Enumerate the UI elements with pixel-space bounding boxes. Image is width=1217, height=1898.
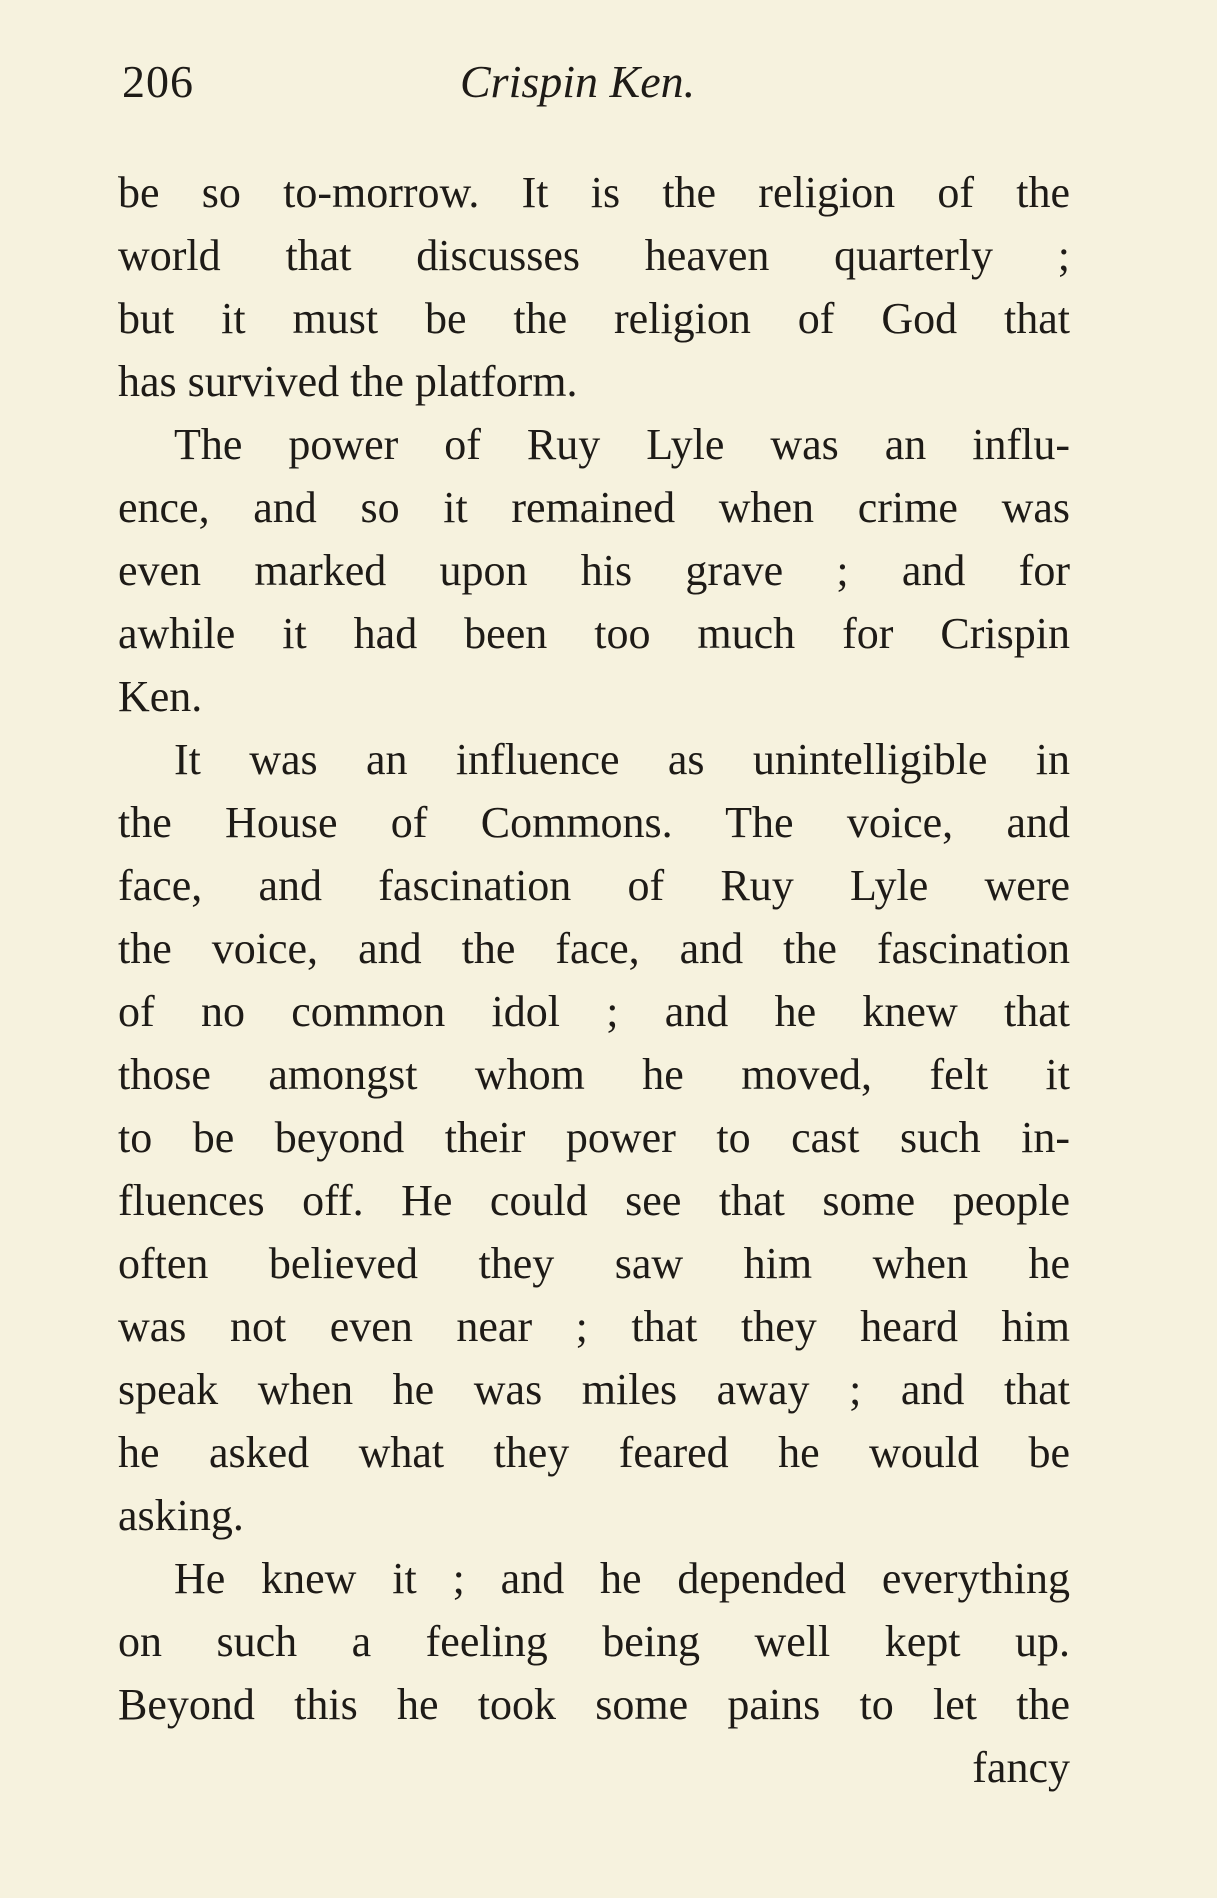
text-line: but it must be the religion of God that xyxy=(118,294,1070,343)
text-line: of no common idol ; and he knew that xyxy=(118,987,1070,1036)
text-line: to be beyond their power to cast such in- xyxy=(118,1113,1070,1162)
text-line: The power of Ruy Lyle was an influ- xyxy=(174,420,1070,469)
text-line: often believed they saw him when he xyxy=(118,1239,1070,1288)
text-line: fluences off. He could see that some people xyxy=(118,1176,1070,1225)
text-line: the House of Commons. The voice, and xyxy=(118,798,1070,847)
text-line: It was an influence as unintelligible in xyxy=(174,735,1070,784)
text-line: he asked what they feared he would be xyxy=(118,1428,1070,1477)
text-line: world that discusses heaven quarterly ; xyxy=(118,231,1070,280)
text-line: Ken. xyxy=(118,672,203,721)
text-line: Beyond this he took some pains to let the xyxy=(118,1680,1070,1729)
text-line: speak when he was miles away ; and that xyxy=(118,1365,1070,1414)
text-line: was not even near ; that they heard him xyxy=(118,1302,1070,1351)
text-line: awhile it had been too much for Crispin xyxy=(118,609,1070,658)
page-header xyxy=(120,52,1070,112)
text-line: has survived the platform. xyxy=(118,357,578,406)
text-line: be so to-morrow. It is the religion of the xyxy=(118,168,1070,217)
page-number: 206 xyxy=(122,56,194,107)
text-line: He knew it ; and he depended everything xyxy=(174,1554,1070,1603)
text-line: the voice, and the face, and the fascination xyxy=(118,924,1070,973)
text-line: ence, and so it remained when crime was xyxy=(118,483,1070,532)
text-line: face, and fascination of Ruy Lyle were xyxy=(118,861,1070,910)
text-line: even marked upon his grave ; and for xyxy=(118,546,1070,595)
running-title: Crispin Ken. xyxy=(460,56,696,107)
text-line: on such a feeling being well kept up. xyxy=(118,1617,1070,1666)
text-line: asking. xyxy=(118,1491,244,1540)
text-line: those amongst whom he moved, felt it xyxy=(118,1050,1070,1099)
text-line: fancy xyxy=(972,1743,1070,1792)
body-text xyxy=(118,161,1070,1799)
